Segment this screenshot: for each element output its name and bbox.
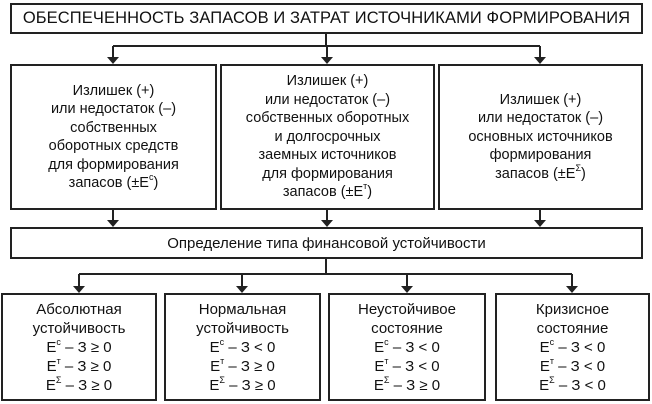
condition-base: E — [539, 357, 550, 375]
source-line: и долгосрочных — [274, 128, 381, 145]
condition-line — [47, 357, 112, 376]
determination-label: Определение типа финансовой устойчивости — [167, 234, 486, 252]
superscript-index: с — [148, 172, 154, 182]
source-line: Излишек (+) — [499, 91, 582, 108]
closing-paren: ) — [153, 175, 159, 191]
condition-expression: – З ≥ 0 — [389, 376, 441, 394]
condition-line — [209, 376, 275, 395]
source-line: формирования — [489, 147, 592, 164]
source-line: основных источников — [468, 128, 613, 145]
condition-line — [46, 376, 112, 395]
condition-base: E — [374, 357, 385, 375]
superscript-index: т — [363, 181, 368, 192]
superscript-index: т — [56, 355, 61, 366]
source-line — [495, 162, 586, 184]
condition-base: E — [210, 357, 221, 375]
condition-line — [374, 357, 439, 376]
type-name-line: Неустойчивое — [358, 300, 456, 318]
determination-box — [10, 227, 643, 259]
type-box-absolute-stability — [1, 293, 157, 401]
diagram-title — [10, 3, 643, 34]
superscript-index: Σ — [549, 374, 555, 385]
type-box-unstable-state — [328, 293, 486, 401]
condition-base: E — [46, 357, 57, 375]
source-line — [283, 183, 372, 202]
source-line: оборотных средств — [48, 138, 179, 154]
condition-expression: – З ≥ 0 — [60, 338, 112, 356]
condition-base: E — [209, 376, 220, 394]
condition-expression: – З ≥ 0 — [224, 376, 276, 394]
condition-base: E — [374, 338, 385, 356]
superscript-index: Σ — [55, 374, 62, 385]
condition-expression: – З < 0 — [554, 376, 606, 394]
type-box-normal-stability — [164, 293, 321, 401]
source-box-own-working-capital — [10, 64, 217, 210]
condition-base: E — [539, 376, 550, 394]
condition-line — [374, 376, 440, 395]
type-name-line: Кризисное — [535, 300, 610, 318]
source-box-own-and-long-term — [220, 64, 435, 210]
source-line: или недостаток (–) — [477, 110, 604, 127]
type-name-line: устойчивость — [196, 319, 289, 337]
condition-expression: – З ≥ 0 — [224, 357, 275, 375]
source-line: собственных — [70, 119, 157, 136]
condition-expression: – З ≥ 0 — [60, 357, 112, 375]
source-line: Излишек (+) — [286, 73, 369, 90]
condition-base: E — [45, 376, 56, 394]
superscript-index: т — [384, 355, 389, 366]
condition-expression: – З < 0 — [554, 338, 606, 356]
diagram-title-text: ОБЕСПЕЧЕННОСТЬ ЗАПАСОВ И ЗАТРАТ ИСТОЧНИКАМИ ФОРМИРОВАНИЯ — [22, 9, 631, 27]
condition-line — [540, 338, 606, 357]
type-name-line: состояние — [536, 319, 609, 337]
source-line-text: запасов (±E — [495, 165, 576, 182]
source-line-text: запасов (±E — [282, 184, 364, 201]
condition-expression: – З < 0 — [388, 338, 440, 356]
type-name-line: Абсолютная — [36, 300, 122, 318]
source-line — [69, 174, 159, 193]
condition-line — [374, 338, 440, 357]
condition-base: E — [373, 376, 384, 394]
source-box-main-sources — [438, 64, 643, 210]
source-line: Излишек (+) — [72, 82, 155, 99]
condition-base: E — [46, 338, 57, 356]
condition-base: E — [539, 338, 550, 356]
source-line-text: запасов (±E — [68, 175, 149, 191]
superscript-index: с — [219, 336, 225, 347]
superscript-index: с — [384, 336, 389, 347]
condition-line — [539, 376, 606, 395]
superscript-index: т — [220, 355, 225, 366]
superscript-index: с — [56, 336, 61, 347]
source-line: или недостаток (–) — [50, 101, 177, 117]
condition-line — [540, 357, 605, 376]
superscript-index: т — [549, 355, 554, 366]
type-name-line: Нормальная — [198, 300, 287, 318]
superscript-index: Σ — [575, 162, 582, 173]
closing-paren: ) — [367, 184, 373, 201]
closing-paren: ) — [581, 165, 586, 182]
condition-line — [210, 357, 275, 376]
source-line: или недостаток (–) — [264, 91, 391, 108]
type-name-line: устойчивость — [32, 319, 126, 337]
condition-line — [210, 338, 276, 357]
condition-expression: – З < 0 — [224, 338, 276, 356]
condition-expression: – З < 0 — [388, 357, 440, 375]
condition-expression: – З < 0 — [553, 357, 606, 375]
source-line: для формирования — [48, 156, 179, 173]
condition-expression: – З ≥ 0 — [61, 376, 113, 394]
superscript-index: Σ — [383, 374, 390, 385]
source-line: собственных оборотных — [245, 110, 410, 127]
source-line: заемных источников — [258, 147, 397, 164]
type-box-crisis-state — [495, 293, 650, 401]
superscript-index: с — [549, 336, 555, 347]
condition-base: E — [209, 338, 220, 356]
type-name-line: состояние — [371, 319, 443, 337]
superscript-index: Σ — [219, 374, 225, 385]
condition-line — [46, 338, 111, 357]
source-line: для формирования — [262, 165, 393, 182]
